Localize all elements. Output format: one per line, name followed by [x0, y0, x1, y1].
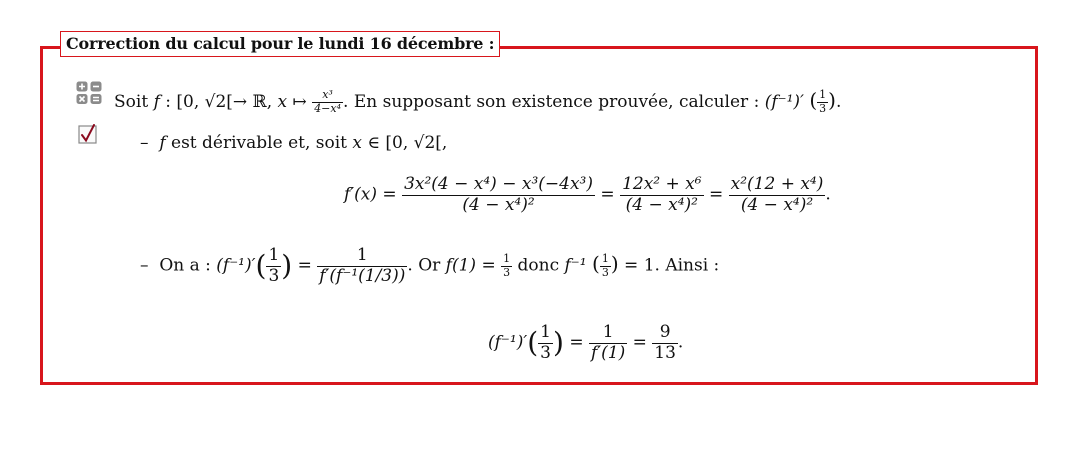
mapsto-arrow: ↦ — [292, 92, 307, 112]
step-one-text: est dérivable et, soit — [171, 133, 347, 153]
arg-num: 1 — [540, 322, 551, 342]
statement-intro: Soit — [114, 92, 149, 112]
target-den: 3 — [819, 102, 827, 115]
fraction-numerator: 9 — [652, 323, 678, 344]
inverse-derivative: (f⁻¹)′ — [764, 92, 804, 112]
step-two-conclusion: = 1. Ainsi : — [624, 255, 720, 276]
fraction-denominator: f′(1) — [590, 342, 626, 363]
fraction-denominator: (4 − x⁴)² — [462, 194, 535, 215]
f-of-one: f(1) = — [445, 255, 496, 276]
step-two-donc: donc — [517, 255, 560, 276]
bullet-dash: – — [140, 133, 149, 153]
correction-title: Correction du calcul pour le lundi 16 décembre : — [60, 31, 500, 57]
fraction-numerator: x²(12 + x⁴) — [730, 174, 824, 194]
final-result: (f⁻¹)′( $\frac{1}{3}$ ) = $\frac{1}{f'(1)}$ = $\frac{9}{13}$ . — [488, 322, 684, 363]
variable-x: x — [352, 133, 362, 153]
fraction-denominator: 3 — [601, 265, 609, 279]
arg-den: 3 — [540, 342, 551, 363]
fraction-denominator: (4 − x⁴)² — [740, 194, 814, 215]
inverse-derivative: (f⁻¹)′ — [216, 255, 256, 276]
step-two-intro: On a : — [159, 255, 211, 276]
target-fraction — [817, 89, 828, 115]
formula-end: . — [825, 184, 831, 205]
bullet-dash: – — [140, 255, 149, 276]
derivative-fraction-2 — [620, 175, 704, 215]
equals-sign: = — [632, 332, 647, 353]
step-two: – On a : (f⁻¹)′( $\frac{1}{3}$ ) = $\frac{1}{\text{f′(f⁻¹(1/3))}}$ . Or f(1) = $\frac{1}{3}$ donc f⁻¹ ( $\frac{1}{3}$ ) = 1. Ainsi : — [140, 245, 720, 286]
fraction-numerator: x³ — [312, 89, 343, 103]
fraction-denominator: 13 — [654, 342, 676, 363]
fraction-numerator: 1 — [601, 251, 609, 265]
derivative-lhs: f′(x) = — [344, 184, 397, 205]
equals-sign: = — [569, 332, 584, 353]
fraction-denominator: f′(f⁻¹(1/3)) — [319, 265, 406, 286]
fraction-numerator: 1 — [589, 323, 627, 344]
f-of-one-fraction — [501, 253, 512, 279]
middle-fraction — [589, 323, 627, 363]
result-end: . — [677, 332, 684, 353]
step-one — [140, 133, 447, 153]
step-one-domain: ∈ [0, √2[, — [367, 133, 448, 153]
function-domain: : [0, √2[→ ℝ, — [165, 92, 273, 112]
fraction-numerator: 1 — [317, 246, 407, 267]
function-fraction — [312, 89, 343, 115]
statement-question: . En supposant son existence prouvée, calculer : — [343, 92, 760, 112]
checkbox-checked-icon — [78, 124, 98, 144]
inverse-rule-fraction — [317, 246, 407, 286]
derivative-fraction-3 — [729, 175, 826, 215]
fraction-numerator: 1 — [503, 251, 511, 265]
derivative-formula — [344, 175, 831, 215]
result-fraction — [652, 323, 678, 363]
derivative-fraction-1 — [402, 175, 595, 215]
fraction-numerator: 3x²(4 − x⁴) − x³(−4x³) — [404, 174, 593, 194]
inverse-function: f⁻¹ — [564, 255, 587, 276]
arg-fraction — [538, 323, 553, 363]
arg-den: 3 — [268, 265, 280, 286]
fraction-numerator: 12x² + x⁶ — [622, 174, 702, 194]
equals-sign: = — [297, 255, 312, 276]
inverse-arg-fraction — [600, 253, 611, 279]
equals-sign: = — [600, 184, 615, 205]
calculator-icon — [76, 81, 102, 105]
statement-end: . — [835, 92, 842, 112]
equals-sign: = — [708, 184, 724, 205]
fraction-denominator: 3 — [503, 265, 511, 279]
function-symbol: f — [159, 133, 166, 153]
target-num: 1 — [819, 88, 827, 102]
variable-x: x — [277, 92, 288, 112]
arg-num: 1 — [268, 245, 280, 265]
fraction-denominator: 4−x⁴ — [314, 102, 342, 115]
exercise-statement: Soit f : [0, √2[→ ℝ, x ↦ $\frac{\text{x³}}{\text{4−x⁴}}$ . En supposant son existence prouvée, calculer : (f⁻¹)′ ( $\frac{1}{3}$ ). — [114, 88, 842, 115]
inverse-derivative: (f⁻¹)′ — [488, 332, 528, 353]
arg-fraction — [266, 246, 281, 286]
step-two-or: . Or — [407, 255, 441, 276]
fraction-denominator: (4 − x⁴)² — [625, 194, 698, 215]
function-symbol: f — [153, 92, 160, 112]
